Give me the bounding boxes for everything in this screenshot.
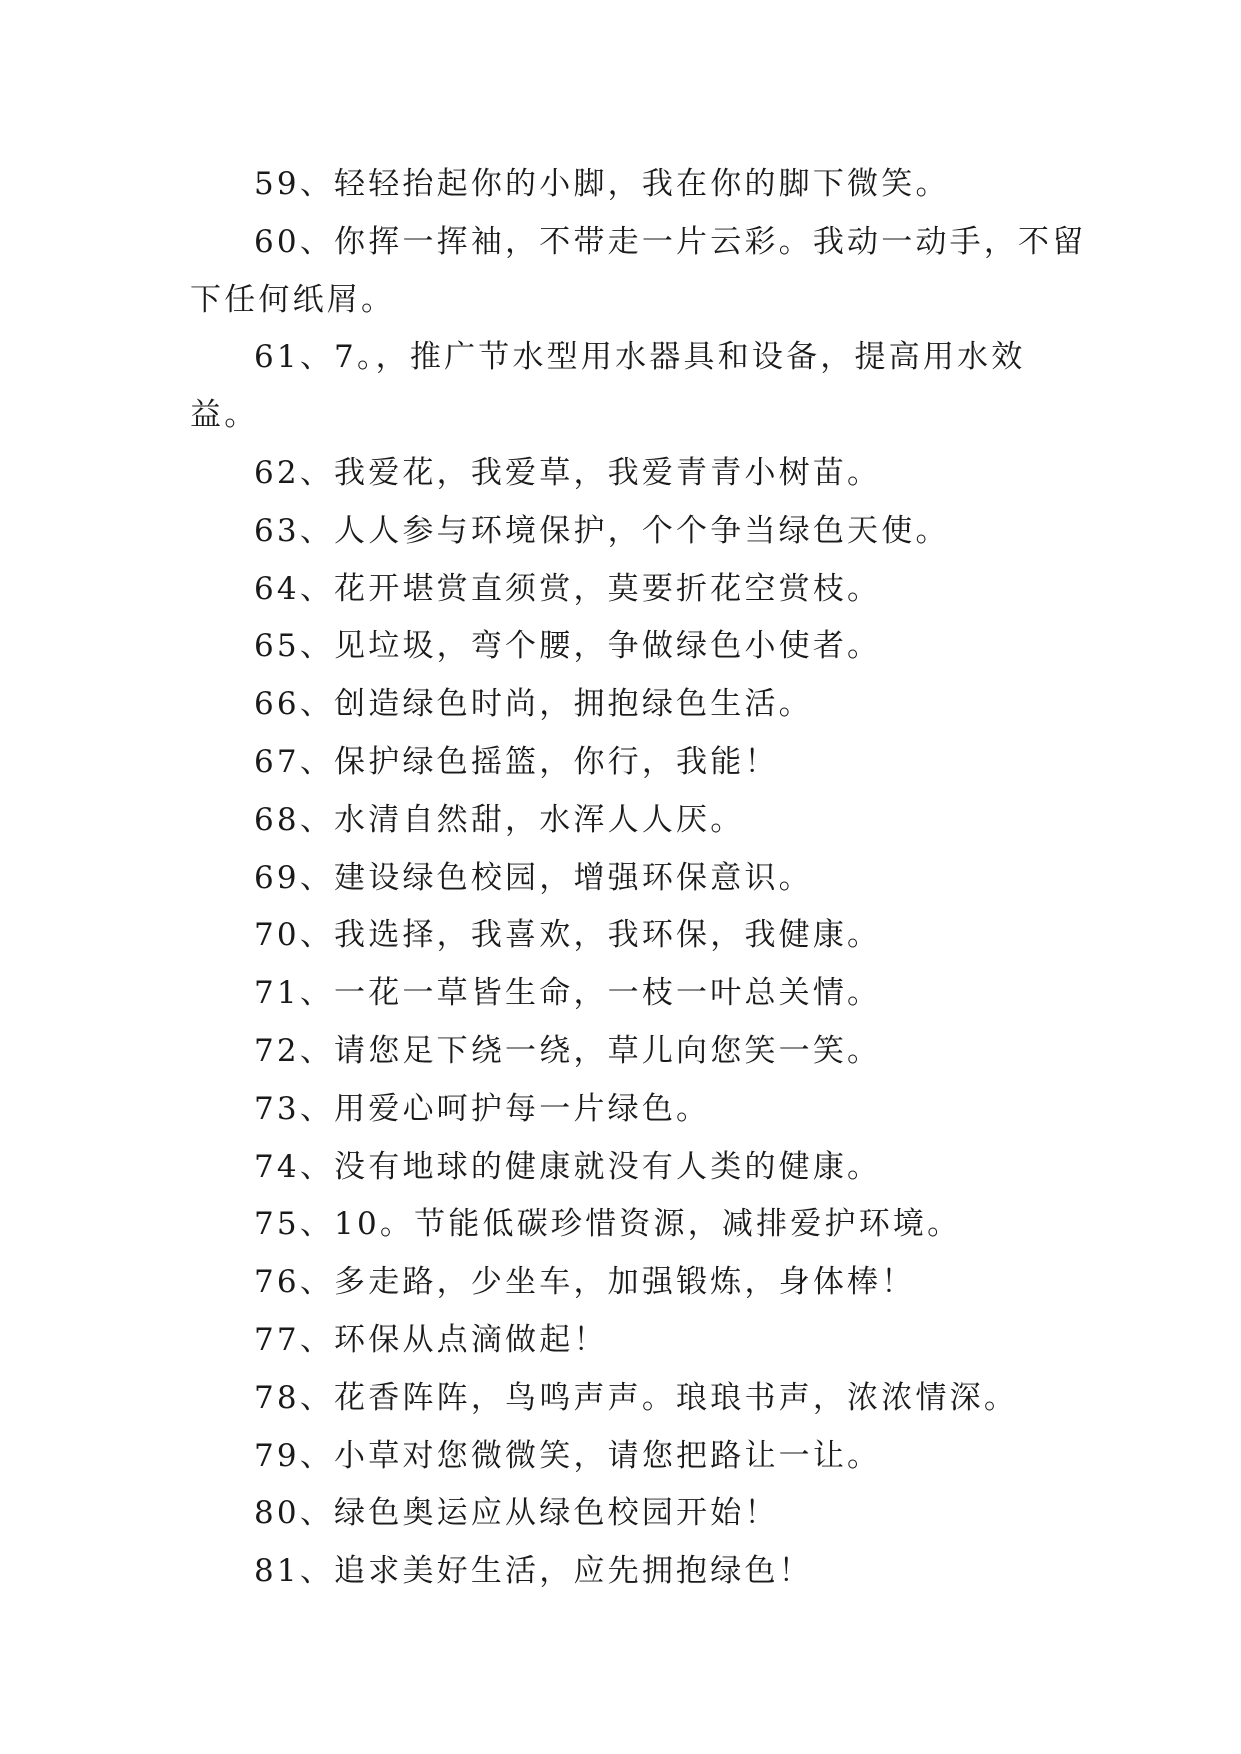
slogan-63: 63、人人参与环境保护，个个争当绿色天使。 [254, 512, 950, 549]
slogan-81: 81、追求美好生活，应先拥抱绿色！ [254, 1553, 813, 1590]
slogan-79: 79、小草对您微微笑，请您把路让一让。 [254, 1437, 882, 1474]
slogan-59: 59、轻轻抬起你的小脚，我在你的脚下微笑。 [254, 166, 950, 202]
slogan-61: 61、7。，推广节水型用水器具和设备，提高用水效益。 [190, 339, 1026, 434]
slogan-69: 69、建设绿色校园，增强环保意识。 [254, 859, 813, 896]
slogan-73: 73、用爱心呵护每一片绿色。 [254, 1090, 711, 1127]
slogan-78: 78、花香阵阵，鸟鸣声声。琅琅书声，浓浓情深。 [254, 1379, 1019, 1416]
slogan-65: 65、见垃圾，弯个腰，争做绿色小使者。 [254, 628, 882, 665]
slogan-75: 75、10。节能低碳珍惜资源，减排爱护环境。 [254, 1206, 962, 1243]
slogan-72: 72、请您足下绕一绕，草儿向您笑一笑。 [254, 1032, 882, 1069]
slogan-68: 68、水清自然甜，水浑人人厌。 [254, 801, 745, 838]
slogan-71: 71、一花一草皆生命，一枝一叶总关情。 [254, 975, 882, 1012]
slogan-77: 77、环保从点滴做起！ [254, 1321, 608, 1358]
document-body [190, 156, 1090, 1601]
slogan-74: 74、没有地球的健康就没有人类的健康。 [254, 1148, 882, 1185]
slogan-80: 80、绿色奥运应从绿色校园开始！ [254, 1495, 779, 1532]
slogan-64: 64、花开堪赏直须赏，莫要折花空赏枝。 [254, 570, 882, 607]
slogan-76: 76、多走路，少坐车，加强锻炼，身体棒！ [254, 1264, 916, 1301]
slogan-67: 67、保护绿色摇篮，你行，我能！ [254, 743, 779, 780]
slogan-60: 60、你挥一挥袖，不带走一片云彩。我动一动手，不留下任何纸屑。 [190, 223, 1087, 318]
slogan-70: 70、我选择，我喜欢，我环保，我健康。 [254, 917, 882, 954]
slogan-62: 62、我爱花，我爱草，我爱青青小树苗。 [254, 454, 882, 491]
slogan-66: 66、创造绿色时尚，拥抱绿色生活。 [254, 686, 813, 723]
